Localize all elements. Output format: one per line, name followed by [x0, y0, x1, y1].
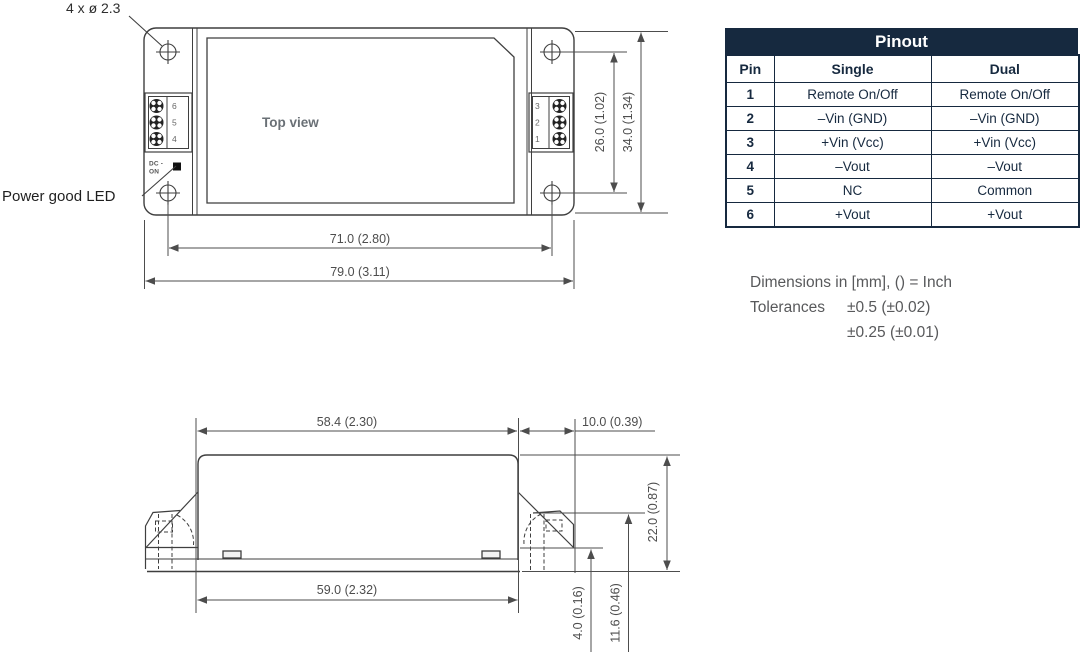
- dim-bottom-width: 59.0 (2.32): [316, 583, 378, 597]
- top-view-drawing: [144, 28, 574, 215]
- notes-tolerance-line-1: [750, 295, 952, 320]
- dim-flange-level-height: 11.6 (0.46): [608, 583, 623, 643]
- table-row: 6 +Vout +Vout: [726, 203, 1079, 228]
- mounting-hole-icon: [156, 40, 564, 205]
- top-view-dimension-labels: [330, 92, 635, 279]
- dim-hole-pitch-vertical: 26.0 (1.02): [593, 91, 607, 153]
- table-row: 5 NC Common: [726, 179, 1079, 203]
- top-view-dimensions: [145, 32, 669, 290]
- dimension-notes: [750, 270, 952, 345]
- dim-flange-extension: 10.0 (0.39): [582, 415, 643, 429]
- dc-on-label: ON: [149, 168, 160, 176]
- pin-slot: [482, 551, 500, 558]
- pinout-header-pin: Pin: [726, 55, 774, 83]
- pinout-header-row: [726, 55, 1079, 83]
- pinout-table: [725, 28, 1078, 228]
- side-view-drawing: [146, 455, 574, 572]
- pin-number: 3: [535, 101, 540, 111]
- table-row: 3 +Vin (Vcc) +Vin (Vcc): [726, 131, 1079, 155]
- side-left-flange: [146, 492, 199, 569]
- pinout-header-single: Single: [774, 55, 931, 83]
- module-outline: [144, 28, 574, 215]
- side-right-flange: [518, 492, 574, 570]
- top-view-label: Top view: [262, 115, 319, 130]
- side-view-dimensions: [196, 418, 680, 652]
- dim-overall-width: 79.0 (3.11): [330, 265, 390, 279]
- pin-number: 1: [535, 134, 540, 144]
- terminal-screw-icons: [150, 99, 567, 146]
- tolerance-value-1: ±0.5 (±0.02): [847, 299, 931, 316]
- power-good-led-icon: [173, 163, 181, 171]
- dc-on-label: DC -: [149, 160, 164, 168]
- dim-hole-pitch-horizontal: 71.0 (2.80): [329, 232, 391, 246]
- tolerance-value-2: ±0.25 (±0.01): [847, 324, 939, 341]
- dim-body-height: 22.0 (0.87): [646, 481, 660, 543]
- table-row: 1 Remote On/Off Remote On/Off: [726, 83, 1079, 107]
- dim-pin-level-height: 4.0 (0.16): [571, 586, 585, 640]
- table-row: 4 –Vout –Vout: [726, 155, 1079, 179]
- side-view-dimension-labels: [317, 415, 660, 643]
- pin-number: 6: [172, 101, 177, 111]
- pinout-title: Pinout: [725, 28, 1078, 54]
- dim-overall-height: 34.0 (1.34): [621, 91, 635, 153]
- pin-number: 5: [172, 117, 177, 128]
- pin-number: 4: [172, 134, 177, 144]
- notes-units-line: Dimensions in [mm], () = Inch: [750, 274, 952, 291]
- pinout-header-dual: Dual: [931, 55, 1079, 83]
- side-body: [198, 455, 518, 560]
- notes-tolerance-line-2: [847, 320, 952, 345]
- pin-number: 2: [535, 117, 540, 128]
- power-good-led-label: Power good LED: [2, 188, 116, 205]
- module-lid: [207, 38, 514, 203]
- tolerances-label: Tolerances: [750, 299, 825, 316]
- table-row: 2 –Vin (GND) –Vin (GND): [726, 107, 1079, 131]
- dim-body-width: 58.4 (2.30): [316, 415, 378, 429]
- hole-callout-label: 4 x ø 2.3: [66, 0, 121, 16]
- pin-slot: [223, 551, 241, 558]
